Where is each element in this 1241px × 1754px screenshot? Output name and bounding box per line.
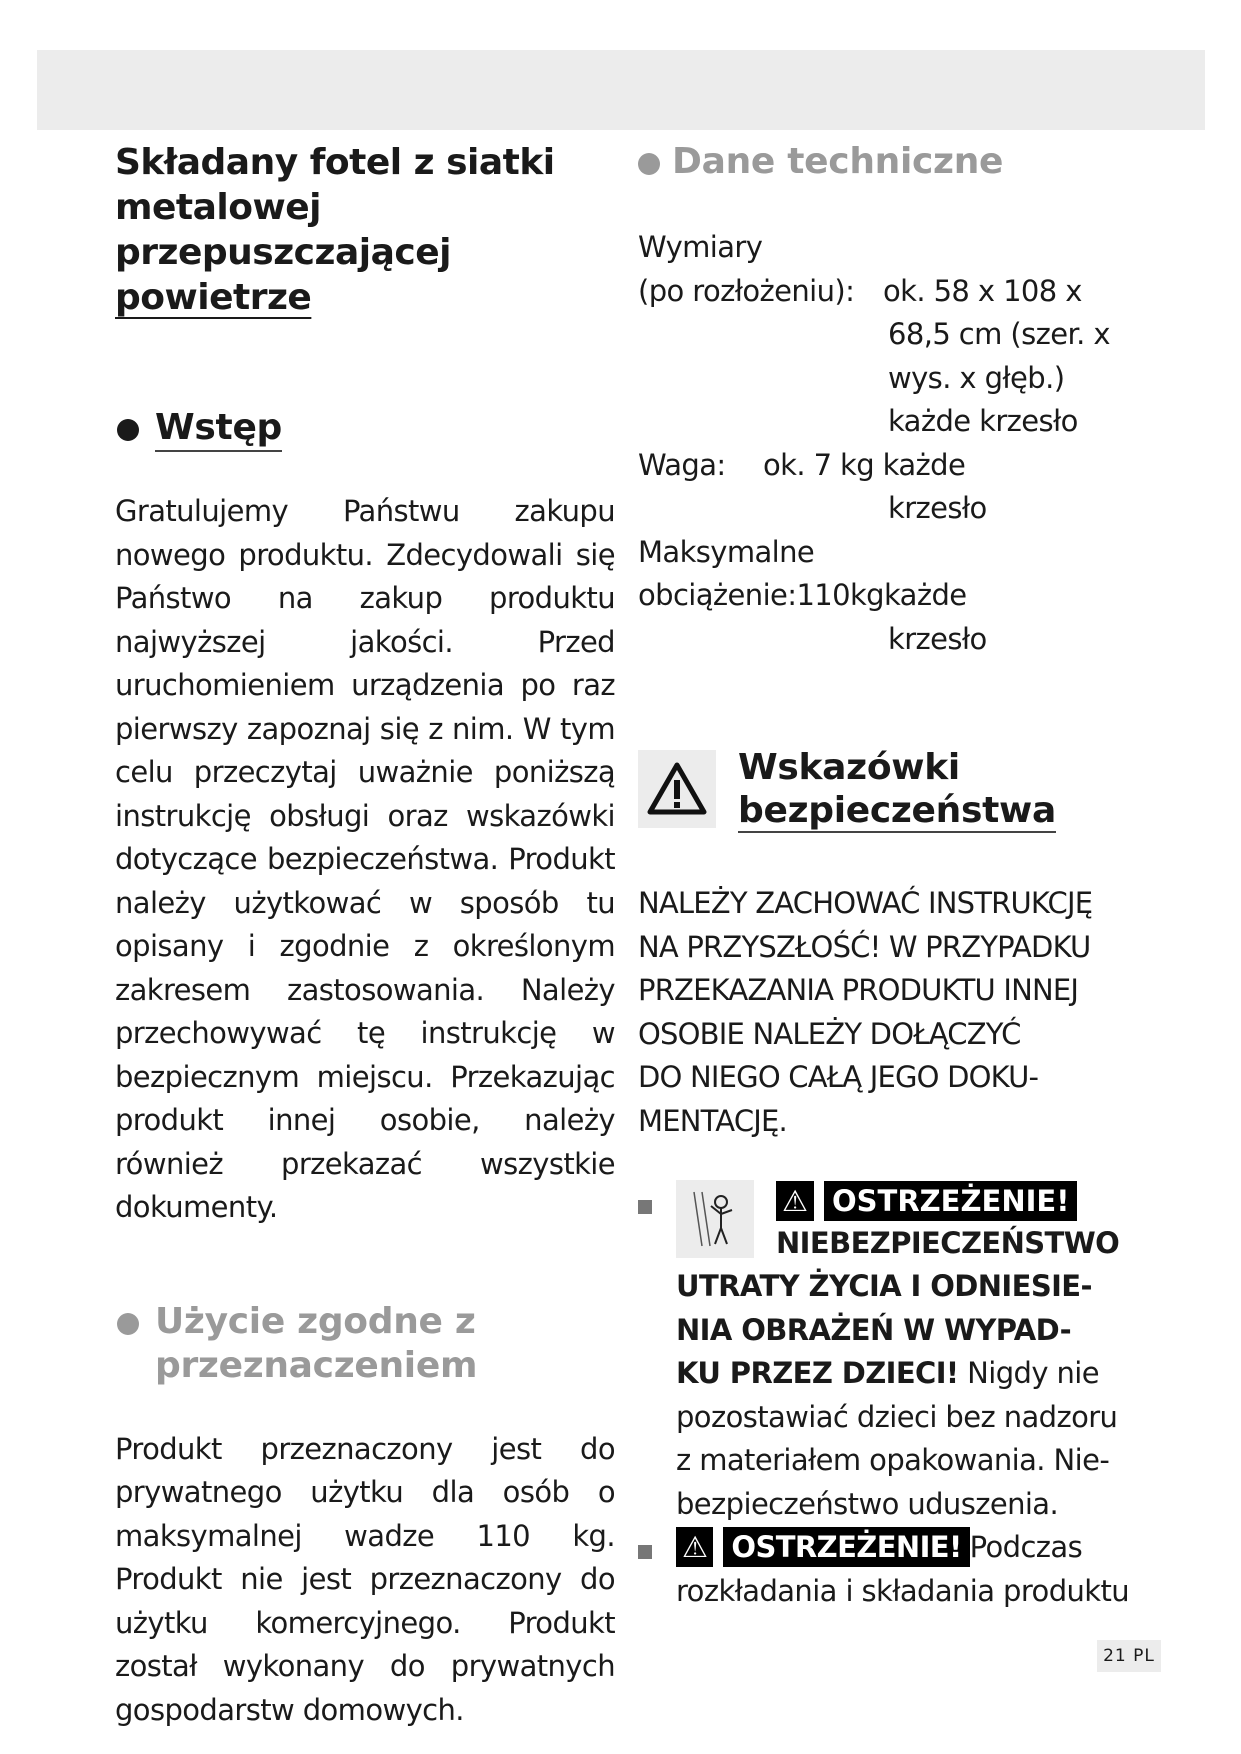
title-line-2: metalowej przepuszczającej: [115, 187, 451, 273]
warning-label-1: ⚠ OSTRZEŻENIE!: [776, 1180, 1077, 1223]
bullet-dot-icon: [117, 419, 139, 441]
max-load-row: obciążenie:110kgkażde: [638, 578, 967, 612]
intended-use-text: Produkt przeznaczony jest do prywatnego użytku dla osób o maksymalnej wadze 110 kg. Produkt nie jest przeznaczony do użytku komercyjnego. Produkt został wykonany do prywatnych gospodarstw domowych.: [115, 1431, 615, 1727]
intro-text: Gratulujemy Państwu zakupu nowego produktu. Zdecydowali się Państwo na zakup produktu najwyższej jakości. Przed uruchomieniem urządzenia po raz pierwszy zapoznaj się z nim. W tym celu przeczytaj uważnie poniższą instrukcję obsługi oraz wskazówki dotyczące bezpieczeństwa. Produkt należy użytkować w sposób tu opisany i zgodnie z określonym zakresem zastosowania. Należy przechowywać tę instrukcję w bezpiecznym miejscu. Przekazując produkt innej osobie, należy również przekazać wszystkie dokumenty.: [115, 494, 615, 1224]
header-band: [37, 50, 1205, 130]
weight-row: [638, 444, 1158, 488]
weight-label: Waga:: [638, 447, 726, 482]
keep-instructions-notice: NALEŻY ZACHOWAĆ INSTRUKCJĘ NA PRZYSZŁOŚĆ! W PRZYPADKU PRZEKAZANIA PRODUKTU INNEJ OSOBIE NALEŻY DOŁĄCZYĆ DO NIEGO CAŁĄ JEGO DOKU- MENTACJĘ.: [638, 886, 1093, 1138]
list-bullet-icon: [638, 1200, 652, 1214]
list-bullet-icon: [638, 1545, 652, 1559]
warning-1-text: UTRATY ŻYCIA I ODNIESIE- NIA OBRAŻEŃ W WYPAD- KU PRZEZ DZIECI! Nigdy nie pozostawiać dzieci bez nadzoru z materiałem opakowania. Nie- bezpieczeństwo uduszenia.: [676, 1269, 1118, 1521]
intro-heading: Wstęp: [115, 406, 615, 450]
warning-sign-icon: ⚠: [776, 1181, 814, 1221]
dimensions-value: ok. 58 x 108 x: [883, 273, 1082, 308]
page-number: 21 PL: [1097, 1640, 1161, 1672]
title-line-3: powietrze: [115, 277, 312, 318]
title-line-1: Składany fotel z siatki: [115, 142, 555, 183]
warning-2-text: ⚠ OSTRZEŻENIE! Podczas rozkładania i składania produktu: [676, 1526, 1156, 1613]
right-column: Dane techniczne Wymiary (po rozłożeniu): ok. 58 x 108 x 68,5 cm (szer. x wys. x głęb.) każde krzesło Waga: ok. 7 kg każde krzesło Maksymalne obciążenie:110kgkażde krzesło Wskazówki bezpieczeństwa NALEŻY ZACHOWAĆ INSTRUKCJĘ NA PRZYSZŁOŚĆ! W PRZYPADKU PRZEKAZANIA PRODUKTU INNEJ OSOBIE NALEŻY DOŁĄCZYĆ DO NIEGO CAŁĄ JEGO DOKU- MENTACJĘ. ⚠ OSTRZEŻENIE! NIEBEZPIECZEŃSTWO UTRATY ŻYCIA I ODNIESIE- NIA OBRAŻEŃ W WYPAD- KU PRZEZ DZIECI! Nigdy nie pozostawiać dzieci bez nadzoru z materiałem opakowania. Nie- bezpieczeństwo uduszenia. ⚠ OSTRZEŻENIE! Podczas rozkładania i składania produktu: [638, 140, 1158, 661]
safety-heading: Wskazówki bezpieczeństwa: [738, 747, 1056, 831]
weight-value: ok. 7 kg każde: [763, 447, 966, 482]
left-column: [115, 140, 615, 1732]
warning-sign-icon: ⚠: [676, 1527, 713, 1567]
tech-heading: Dane techniczne: [638, 140, 1158, 184]
dimensions-label: Wymiary: [638, 230, 763, 264]
document-title: [115, 140, 615, 320]
warning-triangle-icon: [638, 750, 716, 828]
tech-specs: Wymiary (po rozłożeniu): ok. 58 x 108 x 68,5 cm (szer. x wys. x głęb.) każde krzesło Waga: ok. 7 kg każde krzesło Maksymalne obciążenie:110kgkażde krzesło: [638, 226, 1158, 661]
max-load-label: Maksymalne: [638, 534, 815, 569]
dimensions-row: (po rozłożeniu): ok. 58 x 108 x: [638, 270, 1158, 314]
bullet-dot-icon: [638, 153, 660, 175]
intended-use-heading: Użycie zgodne z przeznaczeniem: [115, 1300, 615, 1388]
warning-icon-box: [638, 750, 716, 828]
max-load-value: 110kgkażde: [796, 578, 967, 612]
bullet-dot-icon: [117, 1313, 139, 1335]
